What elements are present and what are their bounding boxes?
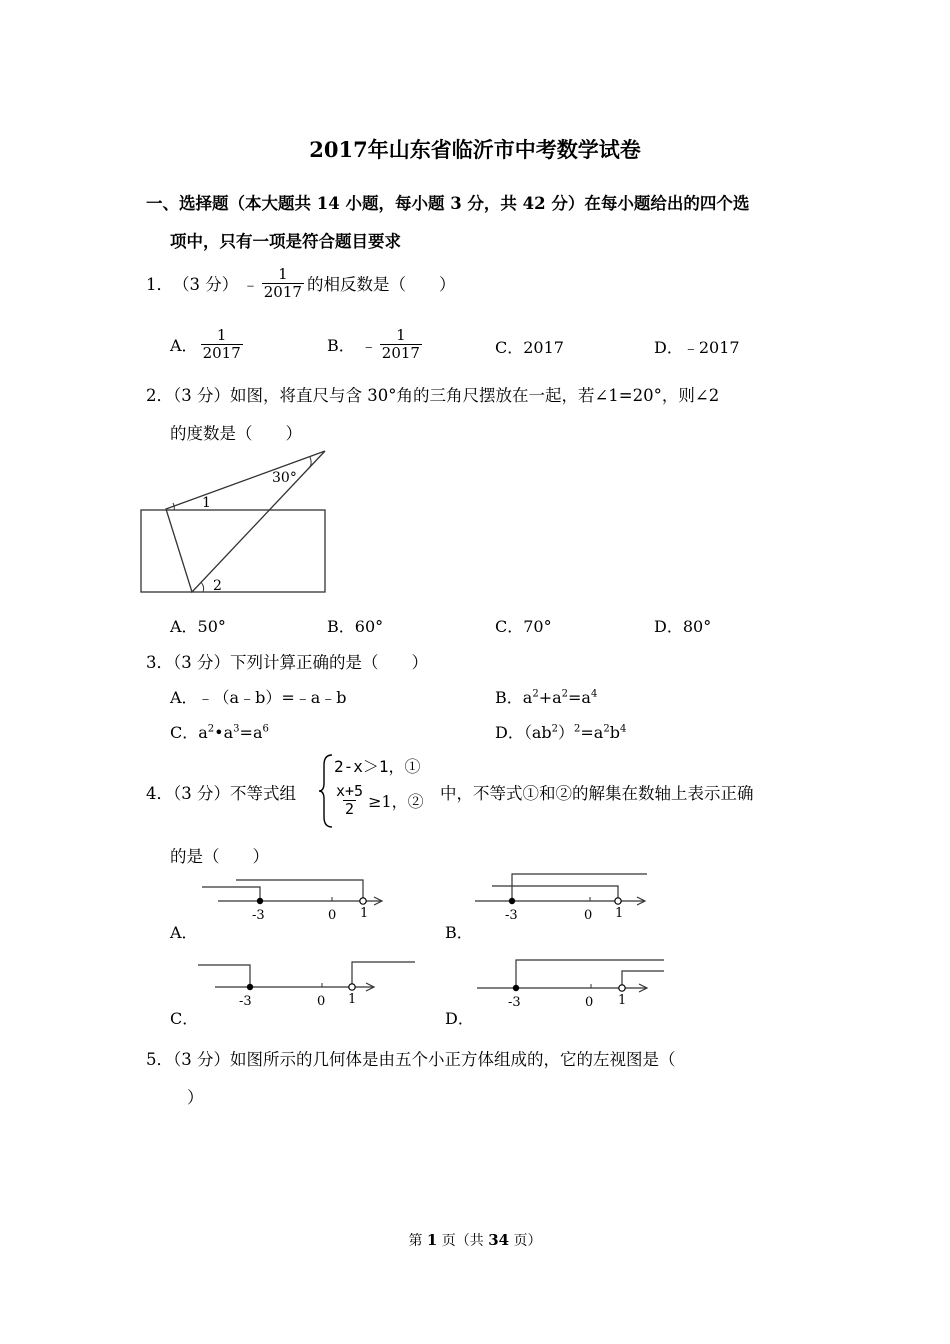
ruler-triangle-figure	[135, 445, 335, 600]
q1-option-c[interactable]: C．2017	[495, 338, 564, 357]
negative-sign: ﹣	[360, 335, 377, 355]
q4-option-a[interactable]: A．	[170, 923, 198, 942]
section-heading-line1: 一、选择题（本大题共 14 小题，每小题 3 分，共 42 分）在每小题给出的四个选	[146, 194, 750, 213]
option-label: B．	[327, 335, 355, 355]
total-pages: 34	[488, 1231, 510, 1249]
page-number: 1	[426, 1231, 438, 1249]
angle-label-30: 30°	[272, 470, 297, 486]
svg-text:1: 1	[615, 906, 624, 921]
question-4-post: 中，不等式①和②的解集在数轴上表示正确	[440, 784, 754, 803]
question-number: 1．	[146, 275, 173, 294]
fraction-denominator: 2017	[263, 282, 302, 301]
question-5-line2: ）	[187, 1088, 204, 1107]
left-brace-icon	[318, 753, 334, 829]
svg-text:0: 0	[585, 995, 594, 1010]
svg-text:-3: -3	[505, 908, 518, 923]
svg-text:0: 0	[317, 994, 326, 1009]
question-2-line2: 的度数是（ ）	[170, 424, 302, 443]
question-2-line1: 2．（3 分）如图，将直尺与含 30°角的三角尺摆放在一起，若∠1=20°，则∠2	[146, 386, 720, 405]
inequality-2	[334, 783, 424, 817]
svg-text:1: 1	[348, 992, 357, 1007]
page-footer	[0, 1230, 950, 1250]
number-line-d	[474, 955, 669, 1010]
q3-option-c[interactable]: C．$a^2•a^3=a^6$	[170, 723, 269, 742]
fraction-numerator: 1	[216, 326, 227, 344]
section-heading-line2: 项中，只有一项是符合题目要求	[170, 232, 401, 251]
question-score: （3 分）	[173, 275, 239, 294]
footer-text: 页（共	[437, 1233, 489, 1249]
q2-option-d[interactable]: D．80°	[654, 617, 712, 636]
question-4-line2: 的是（ ）	[170, 847, 269, 866]
q1-option-d[interactable]: D．﹣2017	[654, 338, 740, 357]
question-5-line1: 5．（3 分）如图所示的几何体是由五个小正方体组成的，它的左视图是（	[146, 1050, 676, 1069]
inequality-1: 2-x＞1，①	[334, 757, 421, 776]
svg-text:1: 1	[360, 906, 369, 921]
svg-text:0: 0	[328, 908, 337, 923]
q3-option-b[interactable]: B．$a^2+a^2=a^4$	[495, 688, 598, 707]
svg-text:-3: -3	[508, 995, 521, 1010]
svg-text:0: 0	[584, 908, 593, 923]
footer-text: 第	[408, 1233, 427, 1249]
page-title: 2017年山东省临沂市中考数学试卷	[309, 137, 641, 162]
svg-text:-3: -3	[239, 994, 252, 1009]
fraction-numerator: 1	[278, 265, 288, 283]
q4-option-b[interactable]: B．	[445, 923, 473, 942]
number-line-b	[472, 870, 657, 925]
q3-option-d[interactable]: D．$(ab^2)^2=a^2b^4$	[495, 723, 627, 742]
negative-sign: ﹣	[242, 275, 259, 294]
fraction	[334, 783, 365, 817]
angle-label-1: 1	[202, 495, 211, 511]
question-text: 的相反数是（ ）	[306, 275, 456, 294]
q1-option-b[interactable]	[327, 327, 425, 361]
q4-option-d[interactable]: D．	[445, 1009, 474, 1028]
number-line-a	[198, 875, 393, 925]
footer-text: 页）	[509, 1233, 542, 1249]
triangle-shape	[166, 451, 325, 592]
svg-text:-3: -3	[252, 908, 265, 923]
angle-arc-2	[201, 582, 204, 592]
fraction-denominator: 2017	[381, 343, 420, 362]
q2-option-a[interactable]: A．50°	[170, 617, 226, 636]
fraction	[201, 327, 243, 361]
option-label: A．	[170, 335, 198, 355]
q1-option-a[interactable]	[170, 327, 246, 361]
svg-text:1: 1	[618, 993, 627, 1008]
question-3: 3．（3 分）下列计算正确的是（ ）	[146, 653, 428, 672]
fraction-numerator: 1	[396, 326, 406, 344]
fraction	[262, 266, 304, 300]
question-1	[146, 266, 455, 300]
q3-option-a[interactable]: A．﹣（a﹣b）=﹣a﹣b	[170, 688, 347, 707]
angle-label-2: 2	[213, 578, 222, 594]
angle-arc-30	[308, 457, 311, 469]
fraction-denominator: 2	[345, 799, 355, 818]
ruler-rect	[141, 510, 325, 592]
question-4-pre: 4．（3 分）不等式组	[146, 784, 296, 803]
q2-option-c[interactable]: C．70°	[495, 617, 552, 636]
fraction-numerator: x+5	[336, 782, 364, 800]
fraction	[380, 327, 422, 361]
inequality-2-rest: ≥1，②	[368, 791, 424, 811]
q2-option-b[interactable]: B．60°	[327, 617, 384, 636]
fraction-denominator: 2017	[202, 343, 241, 362]
number-line-c	[195, 955, 420, 1010]
q4-option-c[interactable]: C．	[170, 1009, 199, 1028]
